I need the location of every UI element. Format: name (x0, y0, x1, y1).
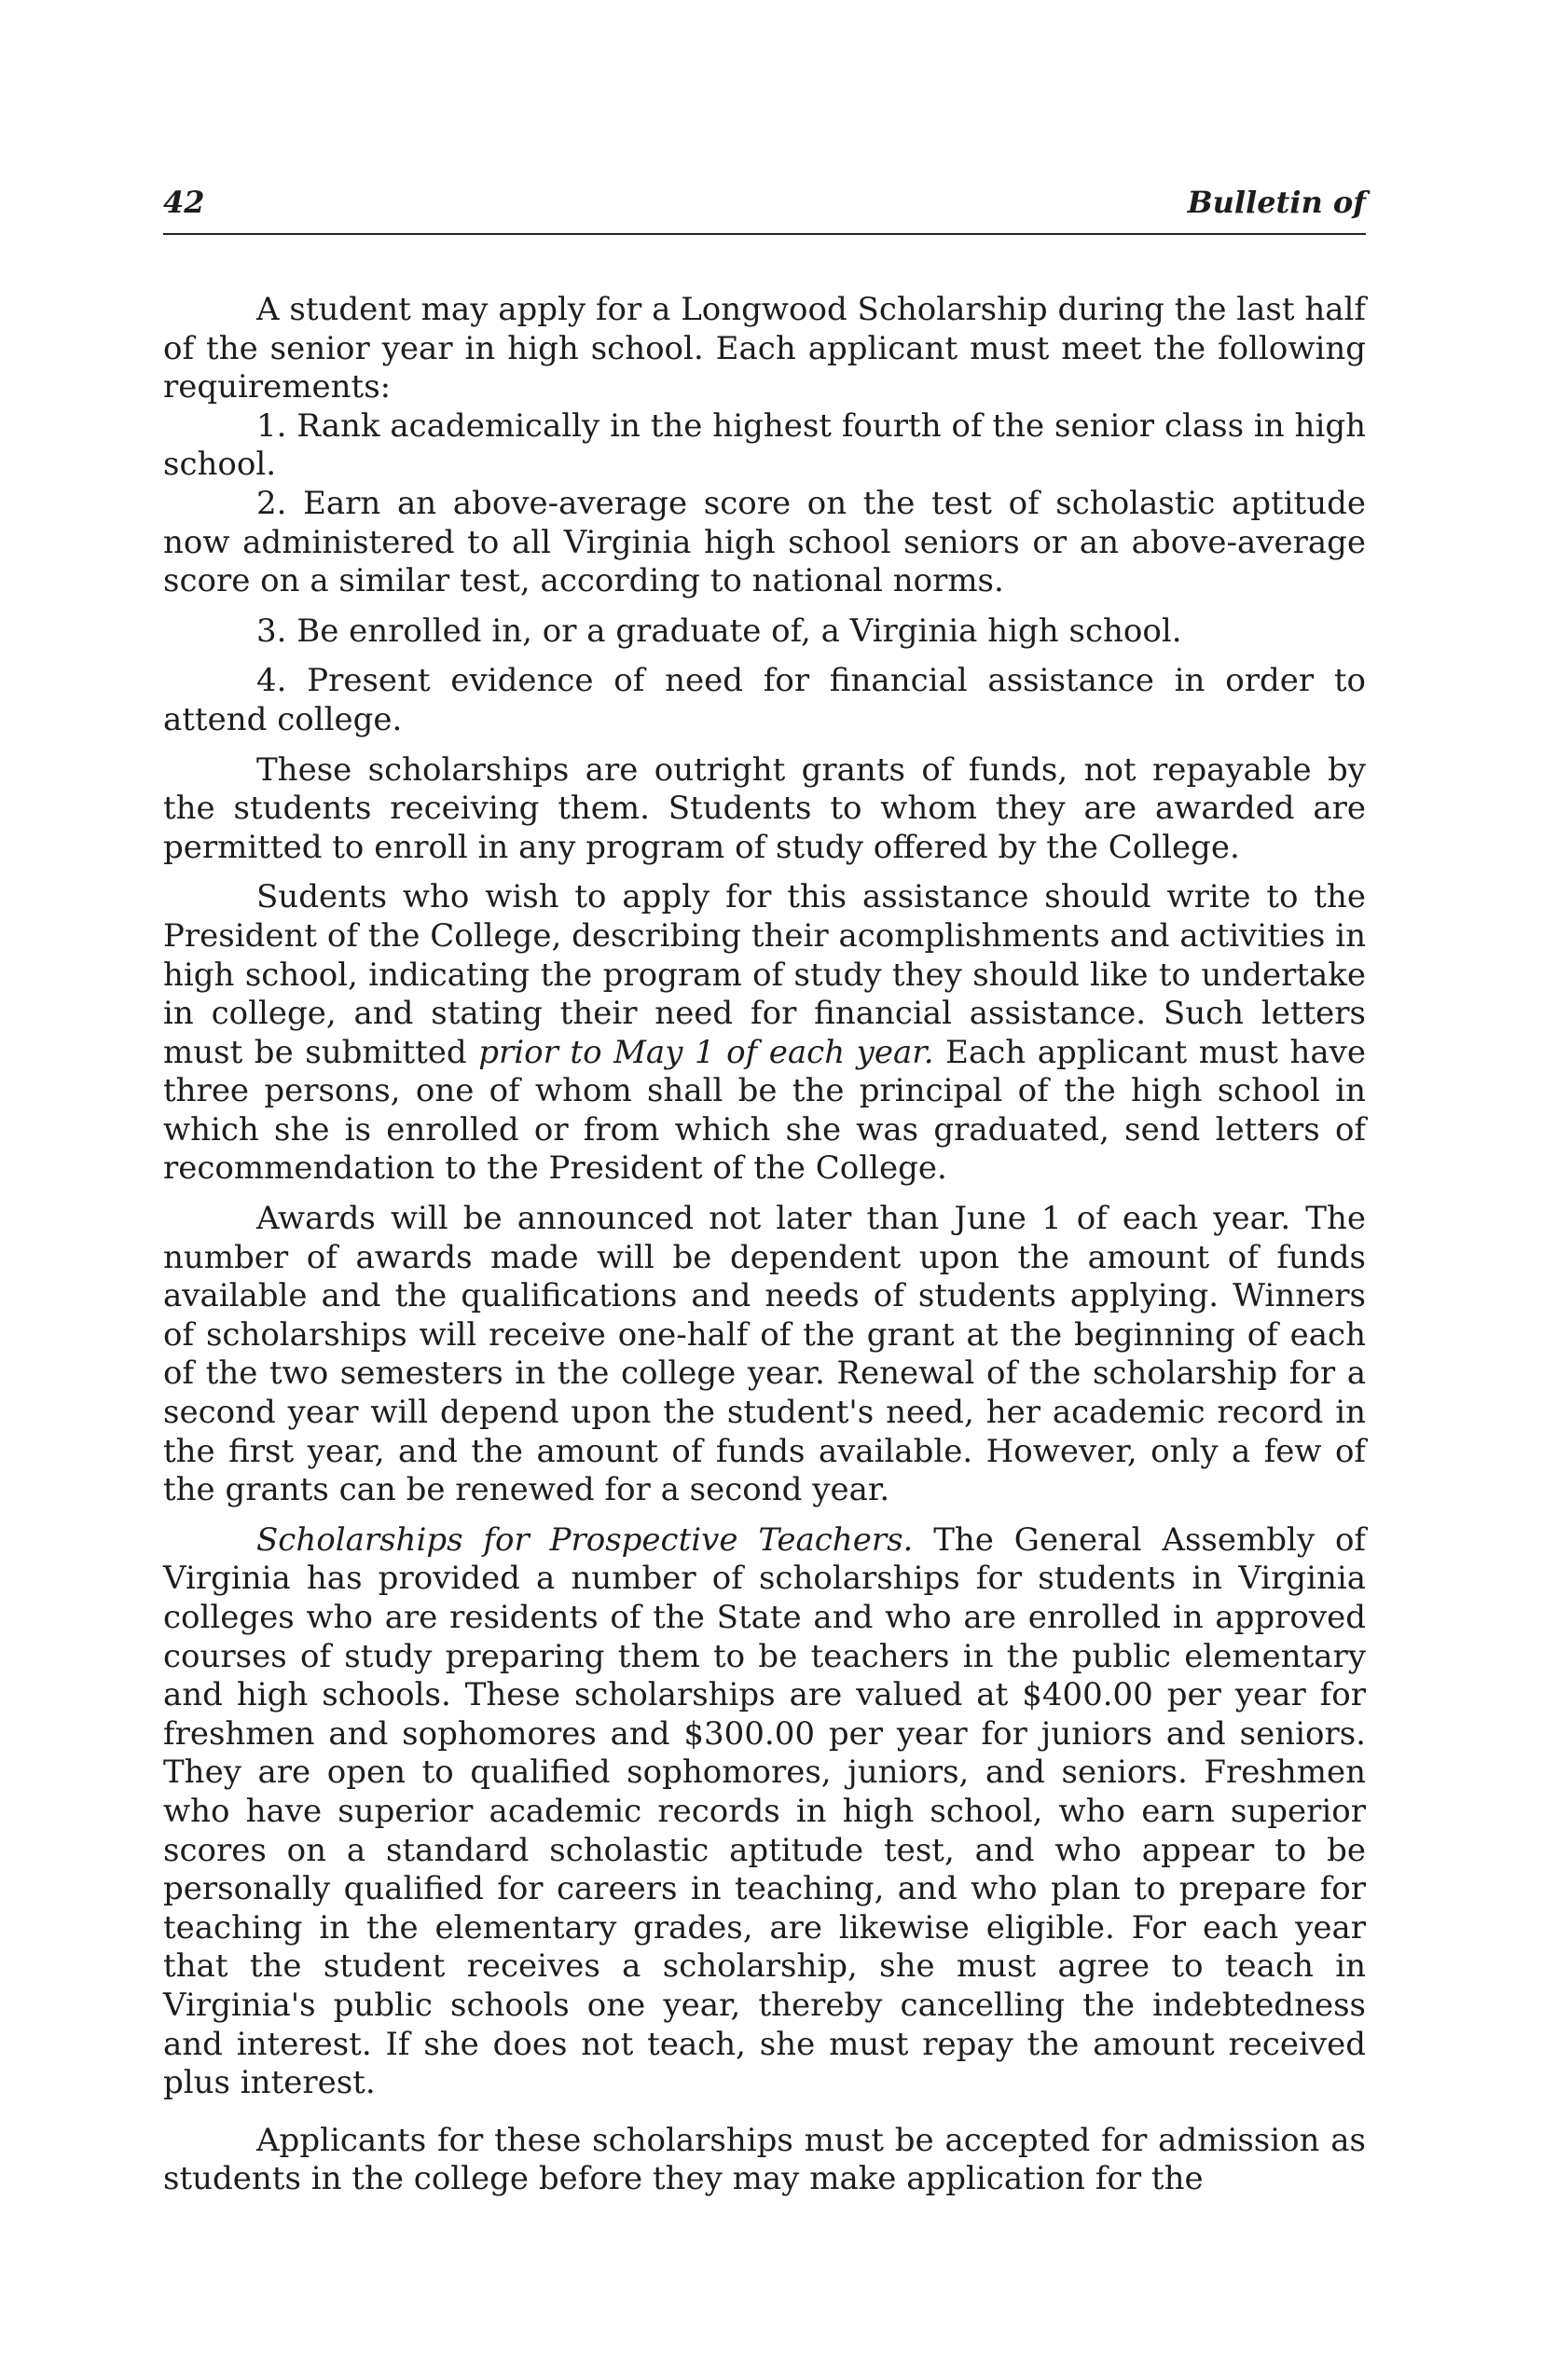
requirement-1: 1. Rank academically in the highest fourth of the senior class in high school. (163, 406, 1366, 484)
grants-paragraph: These scholarships are outright grants of funds, not repayable by the students receiving them. Students to whom they are awarded are permitted to enroll in any program of study offered by the College. (163, 750, 1366, 866)
requirement-3: 3. Be enrolled in, or a graduate of, a Virginia high school. (256, 612, 1182, 650)
prospective-teachers-paragraph: Scholarships for Prospective Teachers. The General Assembly of Virginia has provided a number of scholarships for students in Virginia colleges who are residents of the State and who are enrolled in approved courses of study preparing them to be teachers in the public elementary and high schools. These scholarships are valued at $400.00 per year for freshmen and sophomores and $300.00 per year for juniors and seniors. They are open to qualified sophomores, juniors, and seniors. Freshmen who have superior academic records in high school, who earn superior scores on a standard scholastic aptitude test, and who appear to be personally qualified for careers in teaching, and who plan to prepare for teaching in the elementary grades, are likewise eligible. For each year that the student receives a scholarship, she must agree to teach in Virginia's public schools one year, thereby cancelling the indebtedness and interest. If she does not teach, she must repay the amount received plus interest. (163, 1520, 1366, 2102)
requirement-2: 2. Earn an above-average score on the test of scholastic aptitude now administered to all Virginia high school seniors or an above-average score on a similar test, according to national norms. (163, 484, 1366, 600)
applicants-paragraph: Applicants for these scholarships must be accepted for admission as students in the college before they may make application for the (163, 2121, 1366, 2198)
intro-paragraph: A student may apply for a Longwood Scholarship during the last half of the senior year in high school. Each applicant must meet the following requirements: (163, 291, 1366, 406)
running-header (163, 185, 1366, 220)
body-text (163, 291, 1366, 2199)
page-number: 42 (163, 185, 205, 220)
section-heading: Scholarships for Prospective Teachers. (256, 1520, 914, 1559)
requirement-4: 4. Present evidence of need for financial assistance in order to attend college. (163, 662, 1366, 738)
running-title: Bulletin of (1187, 185, 1366, 220)
awards-paragraph: Awards will be announced not later than June 1 of each year. The number of awards made will be dependent upon the amount of funds available and the qualifications and needs of students applying. Winners of scholarships will receive one-half of the grant at the beginning of each of the two semesters in the college year. Renewal of the scholarship for a second year will depend upon the student's need, her academic record in the first year, and the amount of funds available. However, only a few of the grants can be renewed for a second year. (163, 1200, 1366, 1509)
application-paragraph: Sudents who wish to apply for this assistance should write to the President of the College, describing their acomplishments and activities in high school, indicating the program of study they should like to undertake in college, and stating their need for financial assistance. Such letters must be submitted prior to May 1 of each year. Each applicant must have three persons, one of whom shall be the principal of the high school in which she is enrolled or from which she was graduated, send letters of recommendation to the President of the College. (163, 878, 1367, 1188)
deadline-phrase: prior to May 1 of each year. (478, 1033, 934, 1071)
header-rule (163, 233, 1366, 235)
